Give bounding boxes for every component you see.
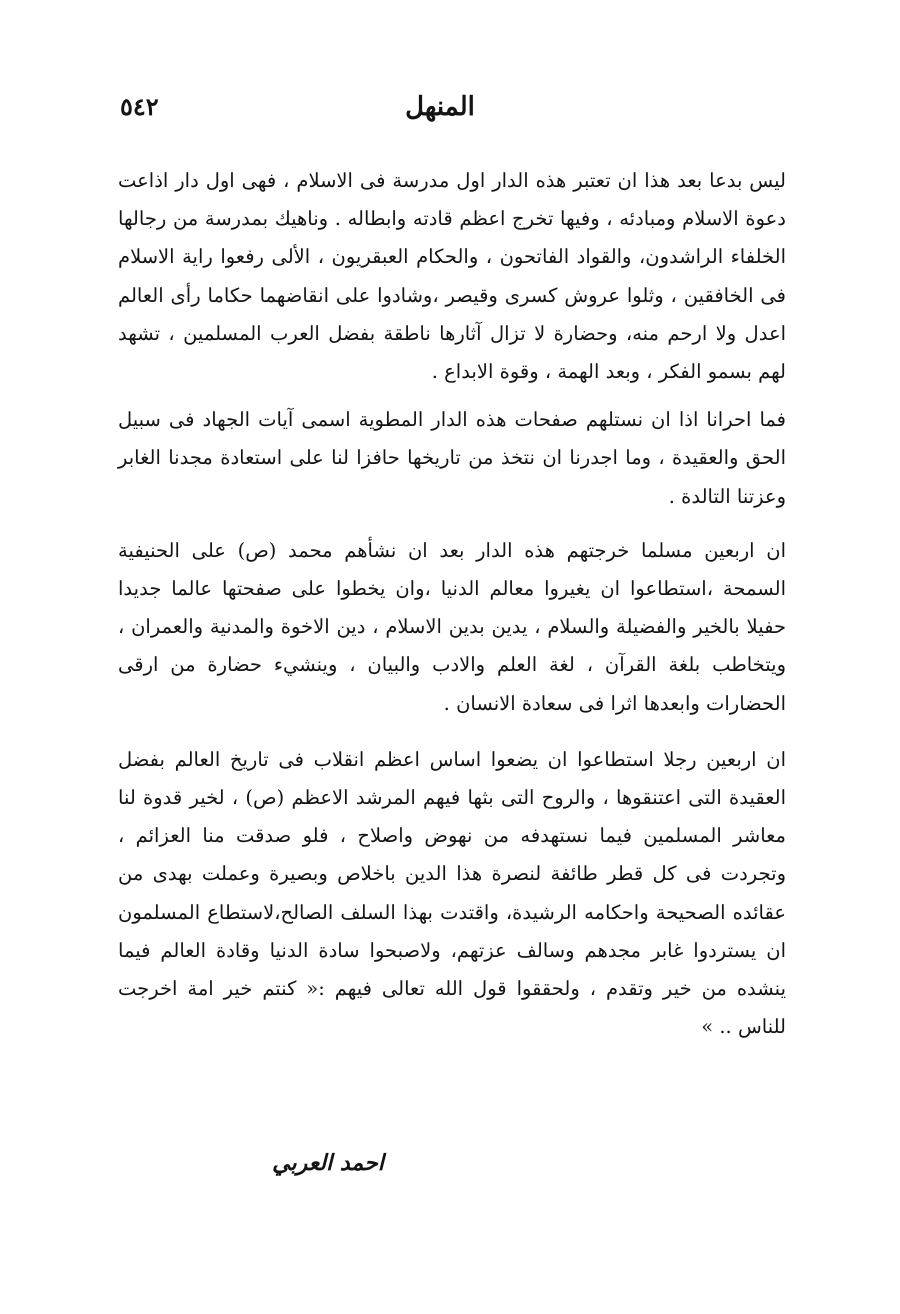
paragraph-1: ليس بدعا بعد هذا ان تعتبر هذه الدار اول مدرسة فى الاسلام ، فهى اول دار اذاعت دعوة الاسلام ومبادئه ، وفيها تخرج اعظم قادته وابطاله . وناهيك بمدرسة من رجالها الخلفاء الراشدون، والقواد الفاتحون ، والحكام العبقريون ، الألى رفعوا راية الاسلام فى الخافقين ، وثلوا عروش كسرى وقيصر ،وشادوا على انقاضهما حكاما رأى العالم اعدل ولا ارحم منه، وحضارة لا تزال آثارها ناطقة بفضل العرب المسلمين ، تشهد لهم بسمو الفكر ، وبعد الهمة ، وقوة الابداع . [118,169,786,384]
paragraph-4: ان اربعين رجلا استطاعوا ان يضعوا اساس اعظم انقلاب فى تاريخ العالم بفضل العقيدة التى اعتنقوها ، والروح التى بثها فيهم المرشد الاعظم (ص) ، لخير قدوة لنا معاشر المسلمين فيما نستهدفه من نهوض واصلاح ، فلو صدقت منا العزائم ، وتجردت فى كل قطر طائفة لنصرة هذا الدين باخلاص وبصيرة وعملت بهدى من عقائده الصحيحة واحكامه الرشيدة، واقتدت بهذا السلف الصالح،لاستطاع المسلمون ان يستردوا غابر مجدهم وسالف عزتهم، ولاصبحوا سادة الدنيا وقادة العالم فيما ينشده من خير وتقدم ، ولحققوا قول الله تعالى فيهم :« كنتم خير امة اخرجت للناس .. » [118,747,786,1039]
page-header [120,92,760,136]
paragraph-2: فما احرانا اذا ان نستلهم صفحات هذه الدار المطوية اسمى آيات الجهاد فى سبيل الحق والعقيدة ، وما اجدرنا ان نتخذ من تاريخها حافزا لنا على استعادة مجدنا الغابر وعزتنا التالدة . [118,408,786,508]
page-number: ٥٤٢ [120,92,159,121]
journal-title: المنهل [405,92,475,122]
author-signature: احمد العربي [272,1150,384,1176]
paragraph-3: ان اربعين مسلما خرجتهم هذه الدار بعد ان نشأهم محمد (ص) على الحنيفية السمحة ،استطاعوا ان يغيروا معالم الدنيا ،وان يخطوا على صفحتها عالما جديدا حفيلا بالخير والفضيلة والسلام ، يدين بدين الاسلام ، دين الاخوة والمدنية والعمران ، ويتخاطب بلغة القرآن ، لغة العلم والادب والبيان ، وينشيء حضارة من ارقى الحضارات وابعدها اثرا فى سعادة الانسان . [118,538,786,715]
article-body [118,162,786,1064]
